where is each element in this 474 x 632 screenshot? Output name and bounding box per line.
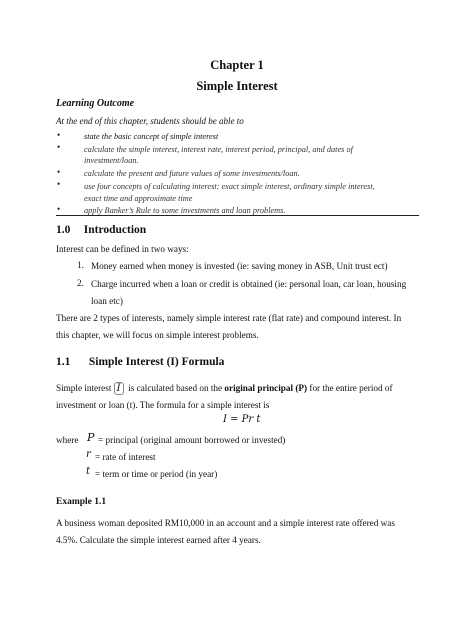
bullet-icon: •	[57, 167, 61, 177]
section-title: Introduction	[83, 224, 147, 236]
text-run: Simple interest	[56, 383, 112, 393]
time-definition: = term or time or period (in year)	[95, 469, 218, 479]
section-heading-simple-interest-formula	[56, 356, 224, 368]
list-item-continued: loan etc)	[91, 296, 123, 306]
outcome-item-continued: investment/loan.	[84, 156, 139, 165]
learning-outcome-heading: Learning Outcome	[56, 98, 135, 109]
rate-symbol: r	[86, 449, 91, 460]
outcome-item: apply Banker’s Rule to some investments and loan problems.	[84, 206, 286, 215]
outcome-item: calculate the present and future values of some investments/loan.	[84, 169, 300, 178]
list-item: Charge incurred when a loan or credit is obtained (ie: personal loan, car loan, housing	[91, 279, 407, 289]
outcome-item: state the basic concept of simple interest	[84, 132, 219, 141]
text-run: for the entire period of	[309, 383, 393, 393]
example-line: A business woman deposited RM10,000 in an account and a simple interest rate offered was	[56, 518, 395, 528]
section-number: 1.0	[56, 224, 71, 236]
example-heading: Example 1.1	[56, 497, 107, 507]
principal-definition: = principal (original amount borrowed or invested)	[98, 435, 286, 445]
bullet-icon: •	[57, 179, 61, 189]
text-run: is calculated based on the	[128, 383, 223, 393]
paragraph-line: There are 2 types of interests, namely simple interest rate (flat rate) and compound interest. In	[56, 313, 402, 323]
list-number: 2.	[77, 278, 84, 288]
section-title: Simple Interest (I) Formula	[88, 356, 225, 368]
where-label: where	[56, 435, 79, 445]
formula: I = Pr t	[223, 414, 261, 425]
paragraph-line: this chapter, we will focus on simple interest problems.	[56, 330, 259, 340]
outcome-item: calculate the simple interest, interest rate, interest period, principal, and dates of	[84, 145, 353, 154]
definition-line: investment or loan (t). The formula for a simple interest is	[56, 400, 270, 410]
principal-symbol: P	[87, 431, 95, 444]
section-number: 1.1	[56, 356, 71, 368]
example-line: 4.5%. Calculate the simple interest earned after 4 years.	[56, 535, 261, 545]
definition-line	[56, 382, 393, 395]
interest-symbol: I	[114, 382, 124, 395]
bullet-icon: •	[57, 204, 61, 214]
outcome-item: use four concepts of calculating interest: exact simple interest, ordinary simple interest,	[84, 182, 375, 191]
bullet-icon: •	[57, 130, 61, 140]
learning-outcome-intro: At the end of this chapter, students should be able to	[56, 116, 244, 126]
time-symbol: t	[86, 466, 91, 477]
rate-definition: = rate of interest	[95, 452, 156, 462]
bullet-icon: •	[57, 142, 61, 152]
list-number: 1.	[77, 260, 84, 270]
chapter-title: Simple Interest	[196, 79, 278, 93]
list-item: Money earned when money is invested (ie: saving money in ASB, Unit trust ect)	[91, 261, 388, 271]
divider	[56, 215, 419, 216]
intro-text: Interest can be defined in two ways:	[56, 244, 189, 254]
text-run-bold: original principal (P)	[224, 383, 308, 393]
chapter-label: Chapter 1	[210, 58, 264, 72]
section-heading-introduction	[56, 224, 146, 236]
outcome-item-continued: exact time and approximate time	[84, 194, 193, 203]
